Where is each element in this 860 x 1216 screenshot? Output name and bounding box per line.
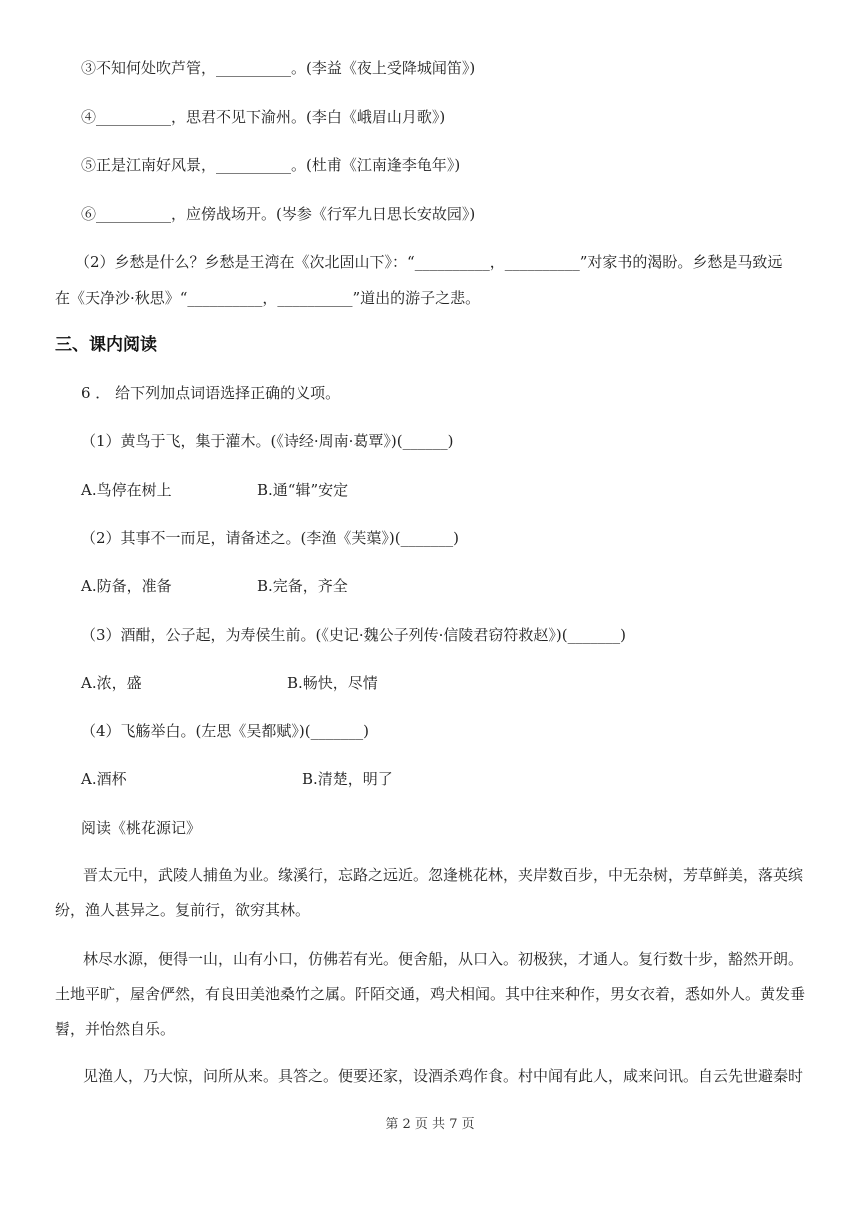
poem-fill-3: ③不知何处吹芦管，__________。(李益《夜上受降城闻笛》) (81, 59, 476, 77)
poem-fill-4: ④__________，思君不见下渝州。(李白《峨眉山月歌》) (81, 108, 446, 126)
page-footer: 第 2 页 共 7 页 (385, 1117, 475, 1132)
option-b: B.畅快，尽情 (287, 674, 378, 692)
reading-paragraph-2: 林尽水源，便得一山，山有小口，仿佛若有光。便舍船，从口入。初极狭，才通人。复行数十步，豁然开朗。土地平旷，屋舍俨然，有良田美池桑竹之属。阡陌交通，鸡犬相闻。其中往来种作，男女衣着，悉如外人。黄发垂髫，并怡然自乐。 (55, 950, 806, 1038)
question-2-line-2: 在《天净沙·秋思》“__________，__________”道出的游子之悲。 (55, 289, 481, 307)
question-6-item-2: （2）其事不一而足，请备述之。(李渔《芙蕖》)(_______) (81, 529, 459, 547)
question-2-line-1: （2）乡愁是什么？乡愁是王湾在《次北固山下》：“__________，__________”对家书的渴盼。乡愁是马致远 (75, 253, 783, 271)
poem-fill-5: ⑤正是江南好风景，__________。(杜甫《江南逢李龟年》) (81, 156, 461, 174)
section-heading: 三、课内阅读 (55, 335, 157, 355)
question-6-item-1: （1）黄鸟于飞，集于灌木。(《诗经·周南·葛覃》)(______) (81, 432, 454, 450)
option-b: B.通“辑”安定 (257, 481, 349, 499)
option-b: B.清楚，明了 (302, 770, 393, 788)
option-a: A.浓，盛 (81, 674, 142, 692)
reading-paragraph-1: 晋太元中，武陵人捕鱼为业。缘溪行，忘路之远近。忽逢桃花林，夹岸数百步，中无杂树，芳草鲜美，落英缤纷，渔人甚异之。复前行，欲穷其林。 (55, 866, 804, 919)
reading-paragraph-3: 见渔人，乃大惊，问所从来。具答之。便要还家，设酒杀鸡作食。村中闻有此人，咸来问讯。自云先世避秦时 (83, 1067, 804, 1085)
option-a: A.防备，准备 (81, 577, 172, 595)
option-a: A.酒杯 (81, 770, 127, 788)
option-a: A.鸟停在树上 (81, 481, 172, 499)
question-6-item-3: （3）酒酣，公子起，为寿侯生前。(《史记·魏公子列传·信陵君窃符救赵》)(_______) (81, 626, 626, 644)
question-6-item-4: （4）飞觞举白。(左思《吴都赋》)(_______) (81, 722, 369, 740)
poem-fill-6: ⑥__________，应傍战场开。(岑参《行军九日思长安故园》) (81, 205, 476, 223)
reading-title: 阅读《桃花源记》 (81, 819, 202, 837)
question-6-stem: 6 ． 给下列加点词语选择正确的义项。 (81, 384, 341, 402)
option-b: B.完备，齐全 (257, 577, 348, 595)
